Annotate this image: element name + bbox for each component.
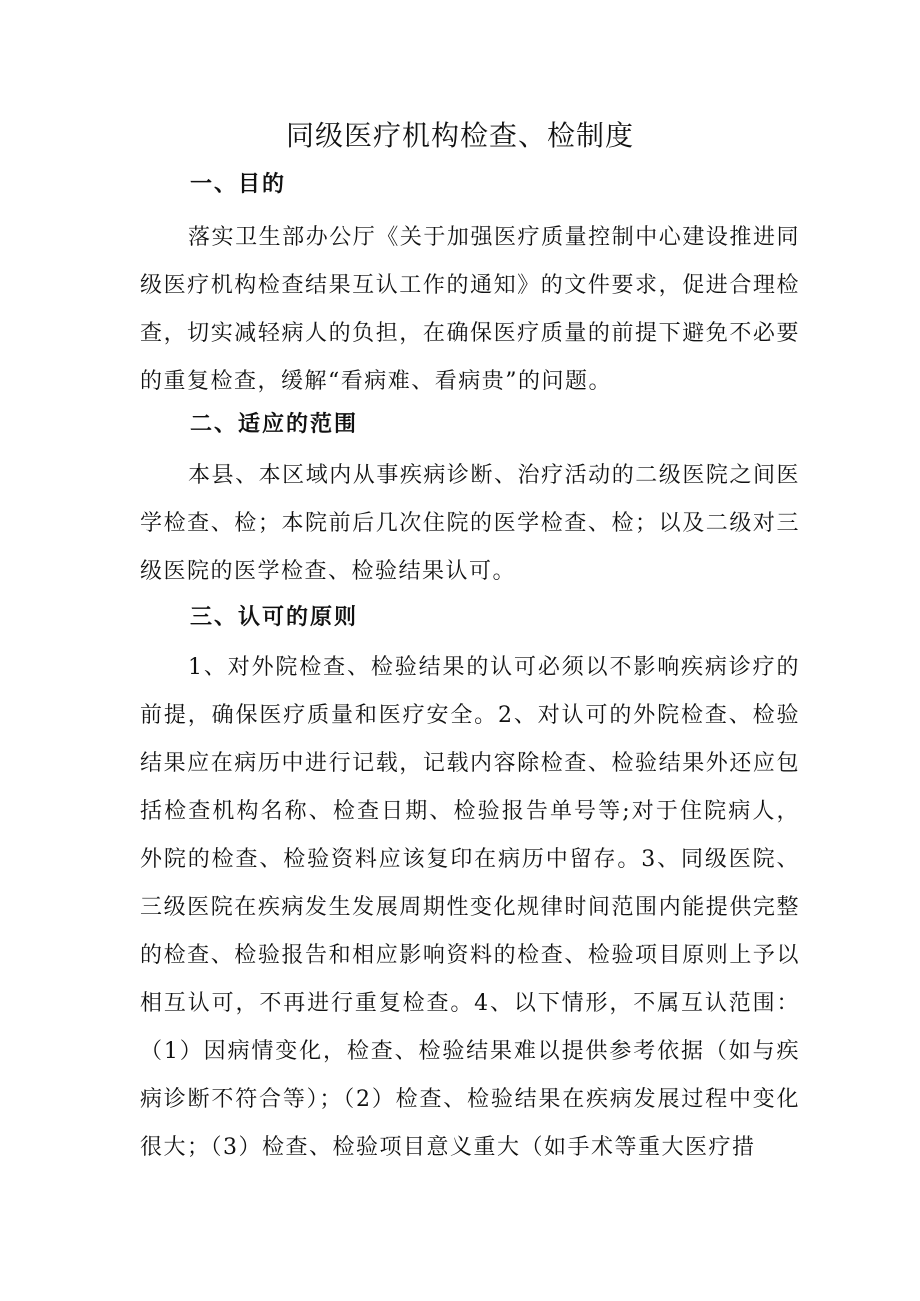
section-heading-scope: 二、适应的范围 (190, 412, 359, 437)
section-heading-principles: 三、认可的原则 (190, 605, 359, 630)
section-heading-purpose: 一、目的 (190, 172, 287, 197)
section-body-principles: 1、对外院检查、检验结果的认可必须以不影响疾病诊疗的前提，确保医疗质量和医疗安全。2、对认可的外院检查、检验结果应在病历中进行记载，记载内容除检查、检验结果外还应包括检查机构名称、检查日期、检验报告单号等;对于住院病人，外院的检查、检验资料应该复印在病历中留存。3、同级医院、三级医院在疾病发生发展周期性变化规律时间范围内能提供完整的检查、检验报告和相应影响资料的检查、检验项目原则上予以相互认可，不再进行重复检查。4、以下情形，不属互认范围：（1）因病情变化，检查、检验结果难以提供参考依据（如与疾病诊断不符合等）；（2）检查、检验结果在疾病发展过程中变化很大；（3）检查、检验项目意义重大（如手术等重大医疗措 (140, 655, 800, 1160)
document-title: 同级医疗机构检查、检制度 (285, 119, 634, 152)
section-body-scope: 本县、本区域内从事疾病诊断、治疗活动的二级医院之间医学检查、检；本院前后几次住院的医学检查、检；以及二级对三级医院的医学检查、检验结果认可。 (140, 463, 800, 584)
section-body-purpose: 落实卫生部办公厅《关于加强医疗质量控制中心建设推进同级医疗机构检查结果互认工作的通知》的文件要求，促进合理检查，切实减轻病人的负担，在确保医疗质量的前提下避免不必要的重复检查，缓解“看病难、看病贵”的问题。 (140, 225, 800, 394)
